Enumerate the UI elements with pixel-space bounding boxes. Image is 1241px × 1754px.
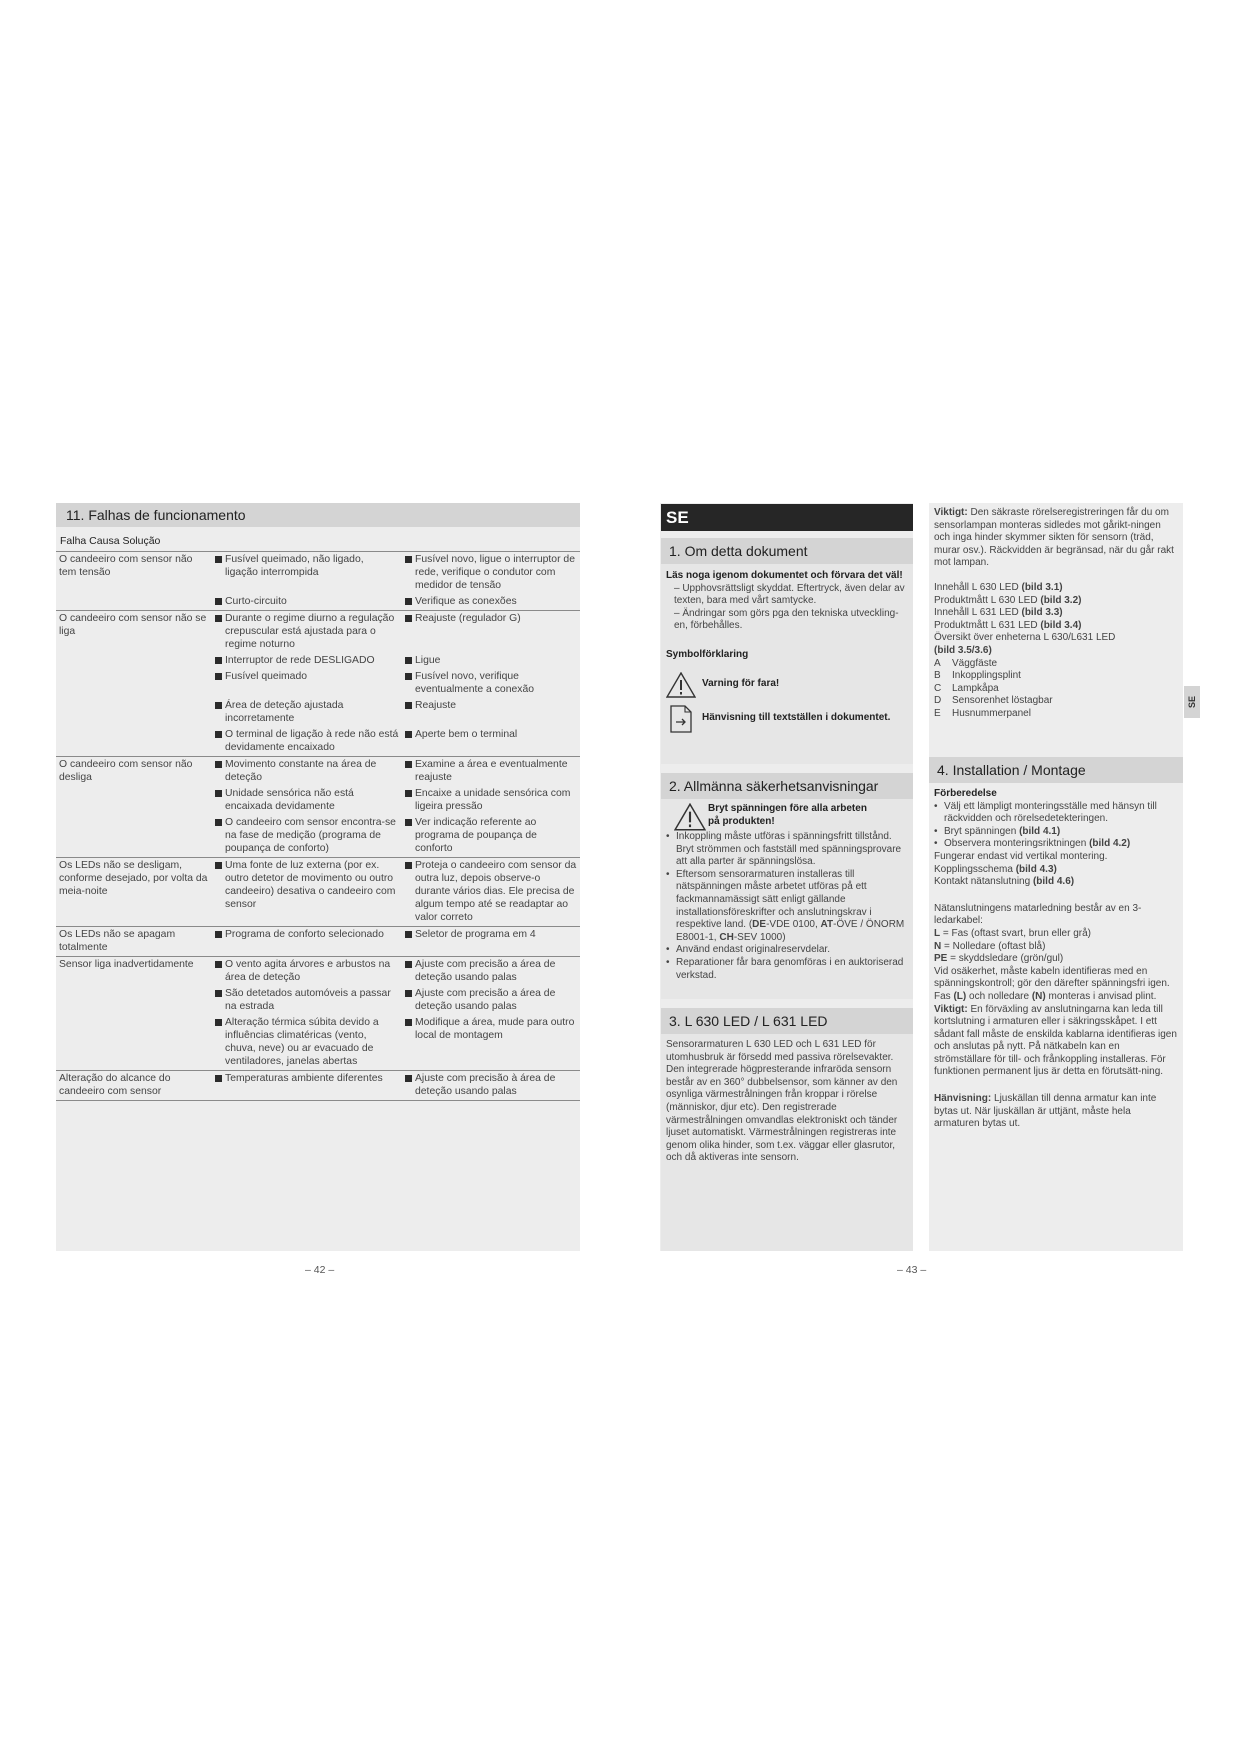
contents-item: Innehåll L 630 LED (bild 3.1) [934, 581, 1063, 593]
page-42-panel [56, 503, 580, 1251]
solution-cell [402, 815, 580, 858]
bullet-square-icon [405, 790, 412, 797]
table-row [56, 1071, 580, 1101]
section-1-intro: Läs noga igenom dokumentet och förvara det väl! [666, 570, 903, 581]
table-row [56, 611, 580, 654]
solution-text: Ajuste com precisão a área de deteção usando palas [415, 959, 556, 983]
fault-cell [56, 727, 212, 757]
fault-cell: O candeeiro com sensor não desliga [56, 757, 212, 787]
cause-cell [212, 1015, 402, 1071]
contents-item: Översikt över enheterna L 630/L631 LED [934, 632, 1116, 644]
warning-label: Varning för fara! [702, 678, 780, 690]
table-bottom-rule [56, 1100, 580, 1101]
fault-cell [56, 786, 212, 815]
bullet-square-icon [405, 1075, 412, 1082]
bullet-square-icon [215, 598, 222, 605]
solution-text: Encaixe a unidade sensórica com ligeira pressão [415, 788, 571, 812]
language-side-tab: SE [1184, 686, 1200, 718]
net-PE: PE = skyddsledare (grön/gul) [934, 953, 1064, 965]
section-2-box [661, 773, 913, 999]
page-number-left: – 42 – [305, 1264, 335, 1276]
bullet-square-icon [405, 702, 412, 709]
bullet-square-icon [405, 819, 412, 826]
bullet-square-icon [215, 1075, 222, 1082]
solution-text: Reajuste [415, 700, 457, 711]
bullet-square-icon [215, 790, 222, 797]
cause-text: Programa de conforto selecionado [225, 929, 384, 940]
solution-text: Ajuste com precisão à área de deteção usando palas [415, 1073, 556, 1097]
section-4-box [929, 757, 1183, 1251]
solution-text: Examine a área e eventualmente reajuste [415, 759, 568, 783]
safety-warning-line-1: Bryt spänningen före alla arbeten [708, 803, 867, 814]
fault-cell [56, 815, 212, 858]
table-row [56, 594, 580, 611]
bullet-square-icon [405, 961, 412, 968]
table-row [56, 552, 580, 594]
bullet-square-icon [215, 931, 222, 938]
warning-symbol-row [666, 672, 908, 698]
document-reference-icon [666, 704, 696, 734]
fault-cell [56, 698, 212, 727]
solution-text: Ajuste com precisão a área de deteção usando palas [415, 988, 556, 1012]
cause-cell [212, 786, 402, 815]
fault-cell: O candeeiro com sensor não se liga [56, 611, 212, 654]
bullet-square-icon [405, 761, 412, 768]
bullet-square-icon [215, 556, 222, 563]
contents-item: Produktmått L 631 LED (bild 3.4) [934, 619, 1082, 631]
fault-cell [56, 669, 212, 698]
fault-cell: Os LEDs não se apagam totalmente [56, 927, 212, 957]
contents-list [934, 582, 1179, 658]
prep-bullet-2: • Bryt spänningen (bild 4.1) [934, 825, 1061, 837]
cause-text: Curto-circuito [225, 596, 287, 607]
cause-text: O terminal de ligação à rede não está devidamente encaixado [225, 729, 399, 753]
preparation-title: Förberedelse [934, 788, 997, 799]
cause-cell [212, 757, 402, 787]
warning-triangle-icon [674, 803, 706, 831]
prep-bullet-1: • Välj ett lämpligt monteringsställe med hänsyn till räckvidden och rörelsedetekteringen. [934, 800, 1157, 825]
solution-cell [402, 594, 580, 611]
prep-line-4: Fungerar endast vid vertikal montering. [934, 850, 1108, 862]
cause-text: Durante o regime diurno a regulação crepuscular está ajustada para o regime noturno [225, 613, 395, 650]
language-tag: SE [661, 504, 913, 531]
bullet-square-icon [405, 615, 412, 622]
solution-text: Reajuste (regulador G) [415, 613, 521, 624]
part-item: D Sensorenhet löstagbar [934, 695, 1053, 707]
solution-cell [402, 927, 580, 957]
cause-cell [212, 611, 402, 654]
contents-item: Innehåll L 631 LED (bild 3.3) [934, 607, 1063, 619]
solution-text: Fusível novo, verifique eventualmente a conexão [415, 671, 535, 695]
fault-cell [56, 653, 212, 669]
part-item: A Väggfäste [934, 657, 998, 669]
fault-table [56, 552, 580, 1100]
cause-text: Interruptor de rede DESLIGADO [225, 655, 375, 666]
solution-cell [402, 858, 580, 927]
solution-cell [402, 727, 580, 757]
prep-line-5: Kopplingsschema (bild 4.3) [934, 863, 1057, 875]
bullet-square-icon [405, 731, 412, 738]
contents-item: (bild 3.5/3.6) [934, 644, 992, 656]
cause-text: Unidade sensórica não está encaixada devidamente [225, 788, 354, 812]
bullet-square-icon [215, 731, 222, 738]
safety-warning-line-2: på produkten! [708, 815, 775, 827]
cause-cell [212, 957, 402, 987]
solution-text: Proteja o candeeiro com sensor da outra luz, depois observe-o durante vários dias. Ele precisa de algum tempo até se readaptar ao valor correto [415, 860, 577, 923]
net-N: N = Nolledare (oftast blå) [934, 940, 1046, 952]
solution-cell [402, 957, 580, 987]
table-row [56, 698, 580, 727]
bullet-square-icon [215, 702, 222, 709]
fault-cell [56, 594, 212, 611]
solution-cell [402, 986, 580, 1015]
solution-text: Fusível novo, ligue o interruptor de rede, verifique o condutor com medidor de tensão [415, 554, 575, 591]
section-4-heading: 4. Installation / Montage [929, 757, 1183, 783]
table-row [56, 1015, 580, 1071]
section-1-box [661, 538, 913, 764]
solution-text: Verifique as conexões [415, 596, 517, 607]
bullet-square-icon [405, 556, 412, 563]
table-row [56, 927, 580, 957]
fault-cell: Sensor liga inadvertidamente [56, 957, 212, 987]
table-row [56, 986, 580, 1015]
solution-text: Ligue [415, 655, 441, 666]
fault-cell: O candeeiro com sensor não tem tensão [59, 554, 193, 578]
solution-text: Aperte bem o terminal [415, 729, 518, 740]
cause-text: Uma fonte de luz externa (por ex. outro detetor de movimento ou outro candeeiro) desativa o candeeiro com sensor [225, 860, 396, 910]
table-row [56, 757, 580, 787]
part-item: B Inkopplingsplint [934, 670, 1021, 682]
section-2-heading: 2. Allmänna säkerhetsanvisningar [661, 773, 913, 799]
fault-cell [56, 1015, 212, 1071]
cause-cell [212, 669, 402, 698]
solution-cell [402, 552, 580, 594]
table-row [56, 786, 580, 815]
reference-symbol-row [666, 704, 908, 734]
cause-text: São detetados automóveis a passar na estrada [225, 988, 391, 1012]
cause-text: Movimento constante na área de deteção [225, 759, 377, 783]
cause-cell [212, 927, 402, 957]
net-paragraph: Vid osäkerhet, måste kabeln identifieras med en spänningskontroll; gör den därefter spänningsfri igen. Fas (L) och nolledare (N) monteras i anvisad plint. [934, 965, 1170, 1002]
safety-bullet-3: • Använd endast originalreservdelar. [666, 944, 830, 956]
cause-text: Alteração térmica súbita devido a influências climatéricas (vento, chuva, neve) ou ar evacuado de ventiladores, janelas abertas [225, 1017, 379, 1067]
cause-cell [212, 815, 402, 858]
page-number-right: – 43 – [897, 1264, 927, 1276]
cause-text: Fusível queimado, não ligado, ligação interrompida [225, 554, 364, 578]
cause-cell [212, 594, 402, 611]
prep-bullet-3: • Observera monteringsriktningen (bild 4.2) [934, 838, 1131, 850]
bullet-square-icon [405, 673, 412, 680]
cause-text: Área de deteção ajustada incorretamente [225, 700, 344, 724]
section-1-dash-1: – Upphovsrättsligt skyddat. Eftertryck, även delar av texten, bara med vårt samtycke. [674, 582, 905, 607]
bullet-square-icon [215, 657, 222, 664]
bullet-square-icon [215, 990, 222, 997]
safety-bullet-4: • Reparationer får bara genomföras i en auktoriserad verkstad. [666, 956, 904, 981]
cause-cell [212, 986, 402, 1015]
solution-cell [402, 1071, 580, 1101]
cause-cell [212, 858, 402, 927]
section-3-text: Sensorarmaturen L 630 LED och L 631 LED för utomhusbruk är försedd med passiva rörelsevakter. Den integrerade högpresterande infraröda sensorn består av en 360° dubbelsensor, som känner av den osynliga värmestrålningen från kroppar i rörelse (människor, djur etc). Den registrerade värmestrålningen omvandlas elektroniskt och tänder ljuset automatiskt. Värmestrålningen registreras inte genom olika hinder, som t.ex. väggar eller glasrutor, och då aktiveras inte sensorn. [666, 1039, 898, 1164]
section-1-heading: 1. Om detta dokument [661, 538, 913, 564]
contents-item: Produktmått L 630 LED (bild 3.2) [934, 594, 1082, 606]
fault-cell [56, 986, 212, 1015]
bullet-square-icon [405, 598, 412, 605]
symbols-title: Symbolförklaring [666, 648, 749, 660]
viktigt-note-2: Viktigt: En förväxling av anslutningarna kan leda till kortslutning i armaturen eller i säkringsskåpet. I ett sådant fall måste de enskilda kablarna identifieras igen och anslutas på nytt. På nätkabeln kan en strömställare för till- och frånkoppling installeras. För funktionen permanent ljus är detta en förutsätt-ning. [934, 1003, 1177, 1078]
solution-text: Seletor de programa em 4 [415, 929, 536, 940]
solution-text: Modifique a área, mude para outro local de montagem [415, 1017, 575, 1041]
table-row [56, 858, 580, 927]
solution-cell [402, 653, 580, 669]
section-1-dash-2: – Ändringar som görs pga den tekniska utveckling-en, förbehålles. [674, 607, 899, 632]
part-item: C Lampkåpa [934, 682, 999, 694]
bullet-square-icon [215, 961, 222, 968]
bullet-square-icon [215, 673, 222, 680]
cause-cell [212, 698, 402, 727]
table-header: Falha Causa Solução [56, 527, 580, 552]
bullet-square-icon [215, 1019, 222, 1026]
solution-text: Ver indicação referente ao programa de poupança de conforto [415, 817, 537, 854]
fault-cell: Alteração do alcance do candeeiro com sensor [56, 1071, 212, 1101]
bullet-square-icon [405, 1019, 412, 1026]
section-3-box [661, 1008, 913, 1251]
cause-text: O vento agita árvores e arbustos na área de deteção [225, 959, 391, 983]
solution-cell [402, 1015, 580, 1071]
bullet-square-icon [215, 761, 222, 768]
bullet-square-icon [215, 615, 222, 622]
bullet-square-icon [405, 931, 412, 938]
cause-text: O candeeiro com sensor encontra-se na fase de medição (programa de poupança de conforto) [225, 817, 396, 854]
table-row [56, 669, 580, 698]
hanvisning-note: Hänvisning: Ljuskällan till denna armatur kan inte bytas ut. När ljuskällan är uttjänt, måste hela armaturen bytas ut. [934, 1093, 1157, 1130]
parts-list [934, 658, 1179, 721]
solution-cell [402, 611, 580, 654]
solution-cell [402, 786, 580, 815]
net-intro: Nätanslutningens matarledning består av en 3-ledarkabel: [934, 902, 1142, 927]
safety-bullet-2: • Eftersom sensorarmaturen installeras till nätspänningen måste arbetet utföras på ett fackmannamässigt sätt enligt gällande installationsföreskrifter och anslutningskrav i respektive land. (DE-VDE 0100, AT-ÖVE / ÖNORM E8001-1, CH-SEV 1000) [666, 868, 905, 943]
bullet-square-icon [215, 862, 222, 869]
bullet-square-icon [405, 990, 412, 997]
solution-cell [402, 669, 580, 698]
cause-cell [212, 653, 402, 669]
safety-warning [666, 803, 908, 831]
prep-line-6: Kontakt nätanslutning (bild 4.6) [934, 876, 1075, 888]
table-row [56, 957, 580, 987]
cause-cell [212, 1071, 402, 1101]
cause-text: Fusível queimado [225, 671, 308, 682]
fault-cell: Os LEDs não se desligam, conforme desejado, por volta da meia-noite [56, 858, 212, 927]
bullet-square-icon [405, 862, 412, 869]
net-L: L = Fas (oftast svart, brun eller grå) [934, 927, 1091, 939]
section-3-heading: 3. L 630 LED / L 631 LED [661, 1008, 913, 1034]
solution-cell [402, 698, 580, 727]
safety-bullet-1: • Inkoppling måste utföras i spänningsfritt tillstånd. Bryt strömmen och fastställ med spänningsprovare att alla parter är spänningslösa. [666, 831, 902, 868]
solution-cell [402, 757, 580, 787]
cause-text: Temperaturas ambiente diferentes [225, 1073, 383, 1084]
viktigt-note: Viktigt: Den säkraste rörelseregistreringen får du om sensorlampan monteras sidledes mot gårikt-ningen och inga hinder skymmer sikten för sensorn (träd, murar osv.). Räckvidden är begränsad, när du går rakt mot lampan. [934, 507, 1174, 569]
warning-triangle-icon [666, 672, 696, 698]
cause-cell [212, 727, 402, 757]
bullet-square-icon [215, 819, 222, 826]
page-43-right-column [929, 503, 1183, 1251]
part-item: E Husnummerpanel [934, 707, 1031, 719]
cause-cell [212, 552, 402, 594]
bullet-square-icon [405, 657, 412, 664]
reference-label: Hänvisning till textställen i dokumentet. [702, 712, 891, 724]
table-row [56, 815, 580, 858]
table-row [56, 653, 580, 669]
section-heading: 11. Falhas de funcionamento [56, 503, 580, 527]
table-row [56, 727, 580, 757]
